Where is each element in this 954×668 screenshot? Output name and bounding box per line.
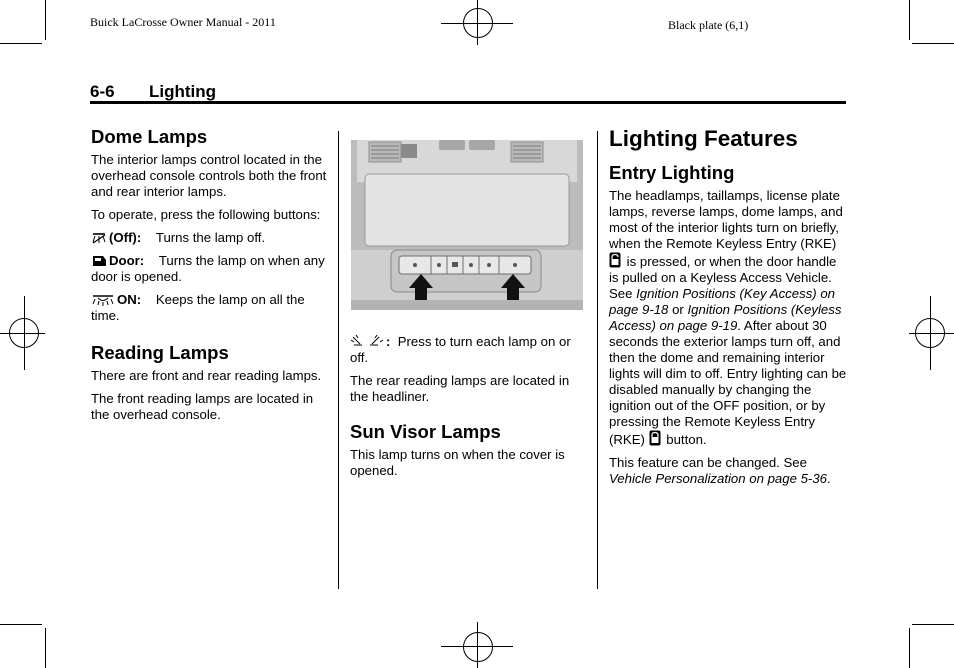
on-item: [91, 292, 327, 324]
change-text: This feature can be changed. See: [609, 455, 807, 470]
change-end: .: [827, 471, 831, 486]
off-item: [91, 230, 327, 246]
section-title: Lighting: [149, 82, 217, 101]
on-label: ON:: [117, 292, 142, 307]
dome-operate: To operate, press the following buttons:: [91, 207, 321, 222]
or-word: or: [672, 302, 684, 317]
reading-lamp-item: [350, 334, 586, 366]
reading-p2: The front reading lamps are located in the overhead console.: [91, 391, 314, 422]
crop-mark: [909, 628, 910, 668]
crop-mark: [912, 43, 954, 44]
door-label: Door:: [109, 253, 145, 268]
crop-mark: [912, 624, 954, 625]
right-column: [609, 126, 849, 494]
column-divider: [597, 131, 598, 589]
page-number: 6-6: [90, 82, 115, 101]
crop-mark: [45, 628, 46, 668]
dome-lamps-heading: Dome Lamps: [91, 126, 208, 147]
entry-text-4: button.: [666, 432, 707, 447]
lock-icon: [649, 430, 661, 446]
door-icon: [91, 254, 107, 267]
reading-p1: There are front and rear reading lamps.: [91, 368, 322, 383]
on-desc: Keeps the lamp on all the time.: [91, 292, 305, 323]
ref-ignition-keyless[interactable]: Ignition Positions (Keyless Access) on page 9-19: [609, 302, 842, 333]
lighting-features-heading: Lighting Features: [609, 126, 798, 151]
crop-mark: [909, 0, 910, 40]
off-desc: Turns the lamp off.: [155, 230, 266, 245]
header-rule: [90, 101, 846, 104]
ref-ignition-key[interactable]: Ignition Positions (Key Access) on page 9-18: [609, 286, 836, 317]
door-item: [91, 253, 327, 285]
off-label: (Off):: [109, 230, 142, 245]
crop-mark: [0, 43, 42, 44]
crop-mark: [0, 624, 42, 625]
entry-text-2: is pressed, or when the door handle is pulled on a Keyless Access Vehicle. See: [609, 254, 837, 301]
plate-label: Black plate (6,1): [668, 18, 749, 32]
overhead-console-illustration: [351, 140, 583, 310]
lamp-on-icon: [91, 294, 115, 306]
change-paragraph: [609, 455, 849, 487]
sun-visor-heading: Sun Visor Lamps: [350, 421, 501, 442]
unlock-icon: [609, 252, 621, 268]
entry-lighting-heading: Entry Lighting: [609, 162, 735, 183]
reading-lamps-heading: Reading Lamps: [91, 342, 229, 363]
press-label: :: [386, 334, 391, 349]
manual-title: Buick LaCrosse Owner Manual - 2011: [90, 15, 276, 29]
ref-vehicle-personalization[interactable]: Vehicle Personalization on page 5-36: [609, 471, 827, 486]
entry-text-1: The headlamps, taillamps, license plate lamps, reverse lamps, dome lamps, and most of the interior lights turn on briefly, when the Remote Keyless Entry (RKE): [609, 188, 843, 251]
press-desc: Press to turn each lamp on or off.: [350, 334, 571, 365]
reading-lamp-icon: [350, 334, 384, 348]
visor-desc: This lamp turns on when the cover is opened.: [350, 447, 565, 478]
left-column: [91, 126, 327, 430]
column-divider: [338, 131, 339, 589]
crop-mark: [45, 0, 46, 40]
rear-reading: The rear reading lamps are located in the headliner.: [350, 373, 570, 404]
dome-intro: The interior lamps control located in the overhead console controls both the front and rear interior lamps.: [91, 152, 327, 199]
lamp-off-icon: [91, 232, 107, 244]
middle-column: [350, 334, 586, 486]
door-desc: Turns the lamp on when any door is opened.: [91, 253, 325, 284]
entry-paragraph: [609, 188, 849, 448]
entry-text-3: . After about 30 seconds the exterior lamps turn off, and then the dome and remaining interior lights will dim to off. Entry lighting can be disabled manually by changing the ignition out of the OFF position, or by pressing the Remote Keyless Entry (RKE): [609, 318, 847, 447]
